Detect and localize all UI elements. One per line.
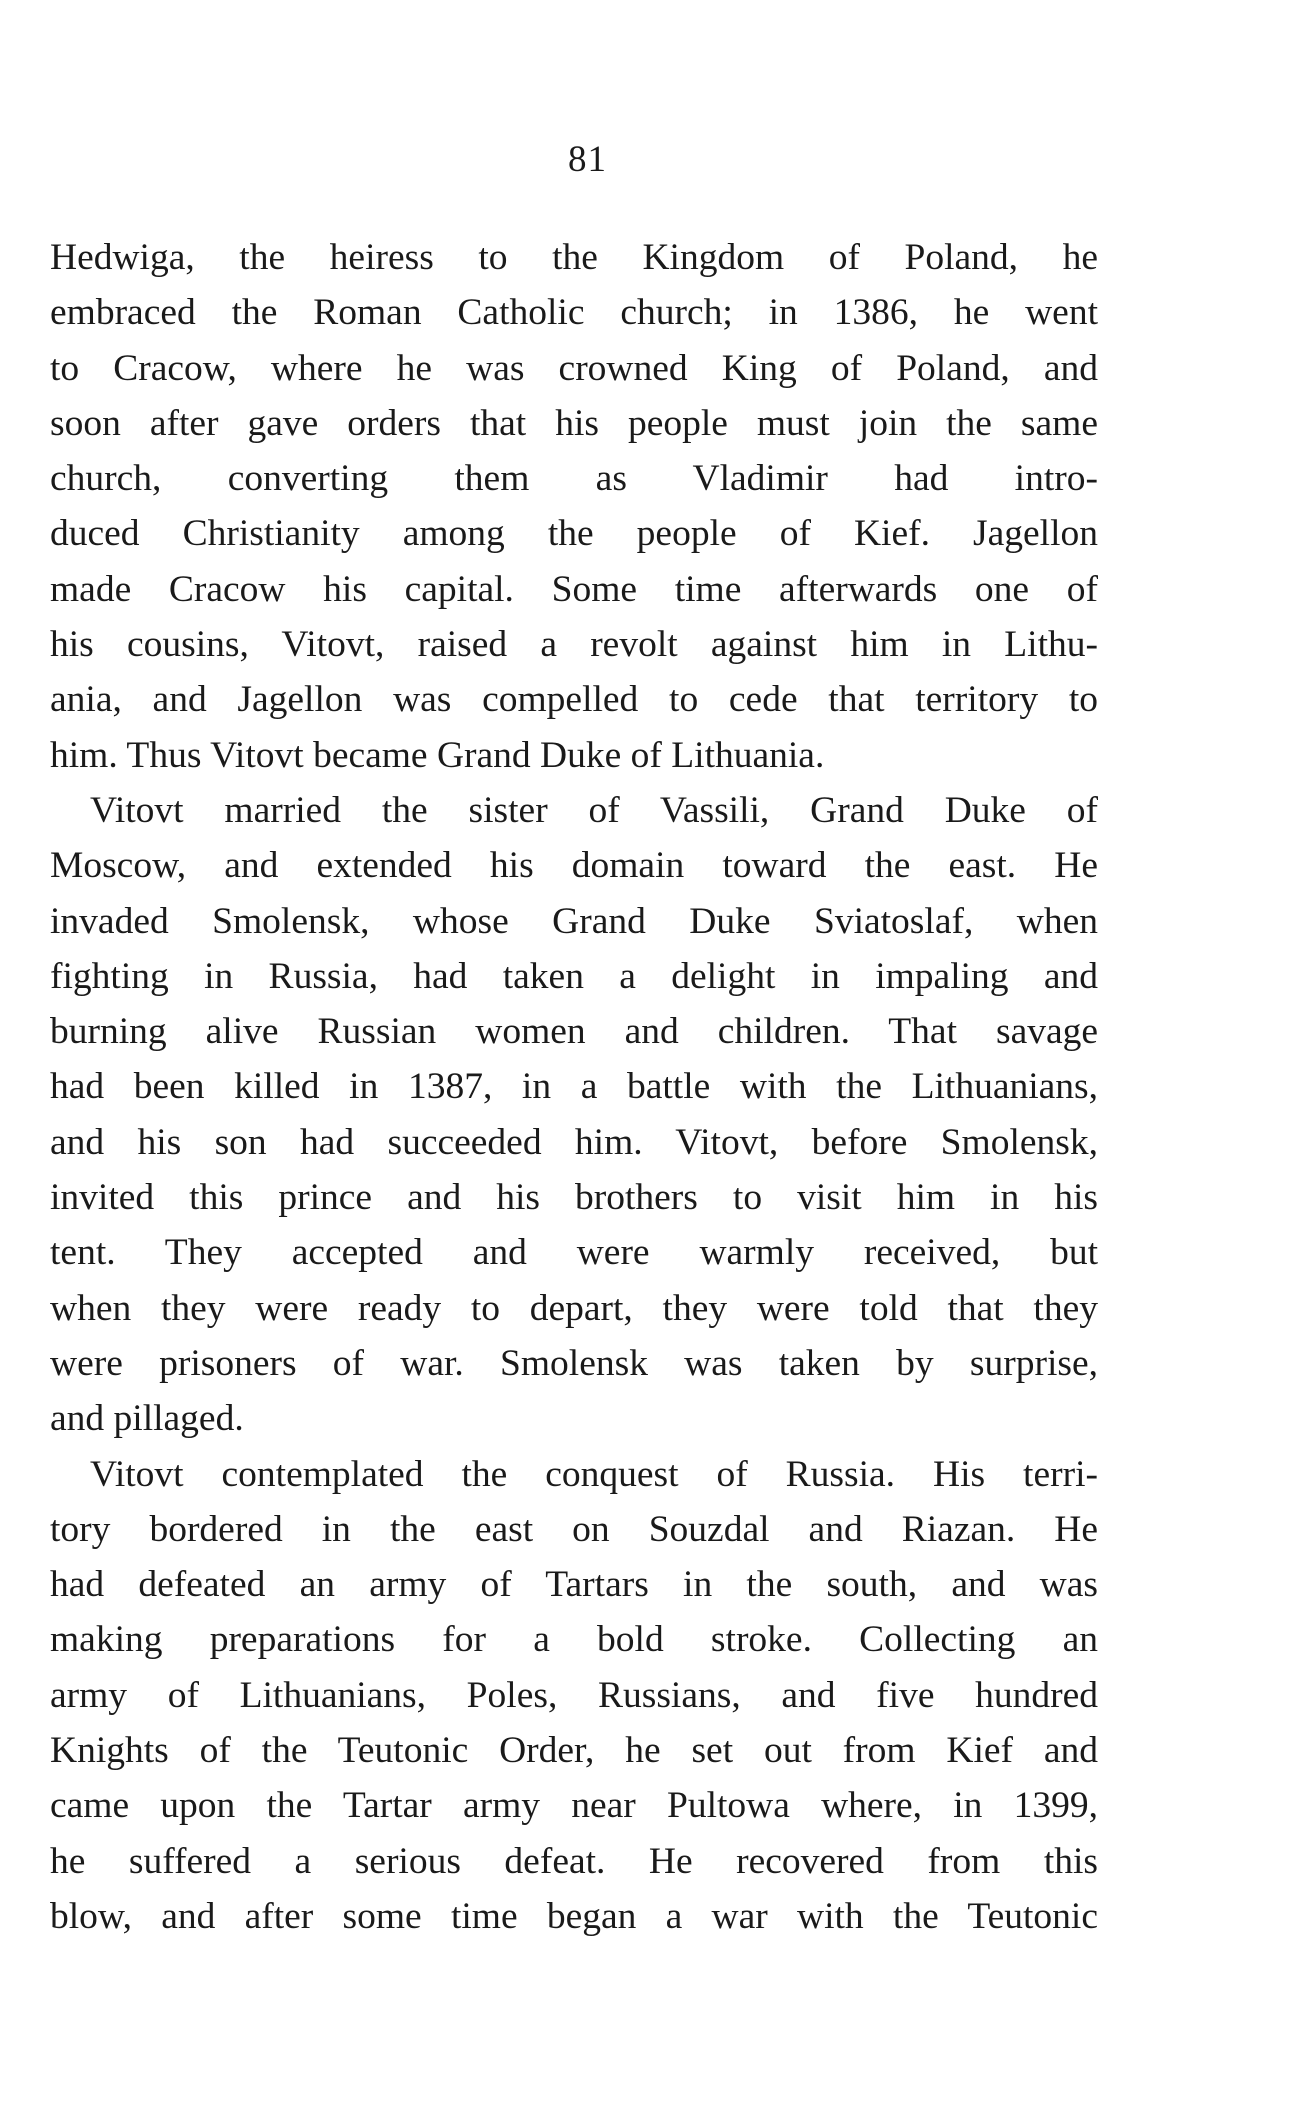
page-text [50,230,1098,1944]
text-line: invited this prince and his brothers to visit him in his [50,1177,1098,1219]
text-line: invaded Smolensk, whose Grand Duke Sviatoslaf, when [50,900,1098,942]
text-line: when they were ready to depart, they were told that they [50,1287,1098,1329]
text-line: Vitovt contemplated the conquest of Russia. His terri- [90,1453,1098,1495]
text-line: had been killed in 1387, in a battle with the Lithuanians, [50,1066,1098,1108]
text-line: burning alive Russian women and children. That savage [50,1011,1098,1053]
page-number: 81 [568,139,607,180]
text-line: were prisoners of war. Smolensk was taken by surprise, [50,1342,1098,1384]
text-line: church, converting them as Vladimir had intro- [50,458,1098,500]
text-line: blow, and after some time began a war with the Teutonic [50,1895,1098,1937]
text-line: embraced the Roman Catholic church; in 1386, he went [50,292,1098,334]
text-line: soon after gave orders that his people must join the same [50,402,1098,444]
text-line: had defeated an army of Tartars in the south, and was [50,1564,1098,1606]
text-line: army of Lithuanians, Poles, Russians, and five hundred [50,1674,1098,1716]
text-line: him. Thus Vitovt became Grand Duke of Lithuania. [50,734,825,776]
text-line: fighting in Russia, had taken a delight in impaling and [50,955,1098,997]
text-line: making preparations for a bold stroke. Collecting an [50,1619,1098,1661]
text-line: he suffered a serious defeat. He recovered from this [50,1840,1098,1882]
text-line: and his son had succeeded him. Vitovt, before Smolensk, [50,1121,1098,1163]
text-line: Vitovt married the sister of Vassili, Grand Duke of [90,789,1098,831]
text-line: Knights of the Teutonic Order, he set out from Kief and [50,1730,1098,1772]
text-line: Hedwiga, the heiress to the Kingdom of Poland, he [50,237,1098,278]
text-line: tory bordered in the east on Souzdal and Riazan. He [50,1508,1098,1550]
text-line: came upon the Tartar army near Pultowa where, in 1399, [50,1785,1098,1827]
text-line: ania, and Jagellon was compelled to cede that territory to [50,679,1098,721]
text-line: tent. They accepted and were warmly received, but [50,1232,1098,1274]
text-line: and pillaged. [50,1398,244,1440]
text-line: made Cracow his capital. Some time afterwards one of [50,568,1098,610]
text-line: Moscow, and extended his domain toward the east. He [50,845,1098,887]
text-line: to Cracow, where he was crowned King of Poland, and [50,347,1098,389]
text-line: his cousins, Vitovt, raised a revolt against him in Lithu- [50,624,1098,666]
text-line: duced Christianity among the people of Kief. Jagellon [50,513,1098,555]
